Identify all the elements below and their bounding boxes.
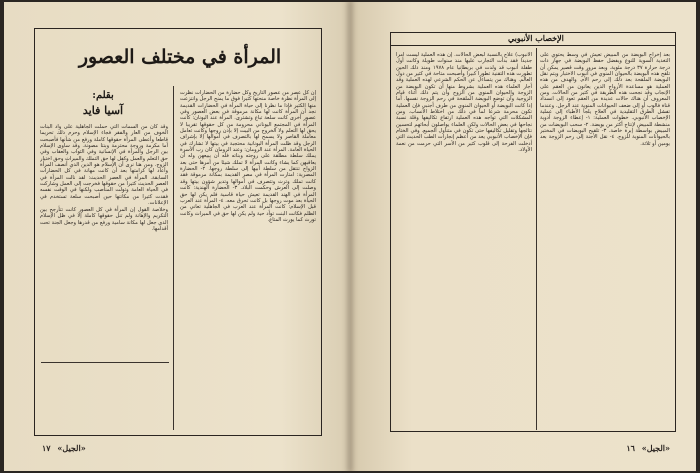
right-page bbox=[350, 2, 696, 471]
left-page bbox=[4, 2, 350, 471]
column-text: الأنبوب) علاج بالنسبة لبعض الحالات. إن هذه العملية ليست أمرا جديدا فقد بدأت التجارب عليها منذ سنوات طويلة وكانت أول طفلة أنبوب قد ولدت في بريطانيا عام ١٩٧٨ ومنذ ذلك الحين تطورت هذه التقنية تطورا كبيرا وأصبحت متاحة في كثير من دول العالم. وهناك من يتساءل عن الحكم الشرعي لهذه العملية وقد أجاز العلماء هذه العملية بشروط منها أن تكون البويضة من الزوجة والحيوان المنوي من الزوج وأن يتم ذلك أثناء قيام الزوجية وأن توضع البويضة الملقحة في رحم الزوجة نفسها. أما إذا كانت البويضة أو الحيوان المنوي من طرف أجنبي فإن العملية تكون محرمة شرعا لما في ذلك من اختلاط الأنساب. ومن المشكلات التي تواجه هذه العملية ارتفاع تكاليفها وقلة نسبة نجاحها في بعض الحالات ولكن العلماء يواصلون أبحاثهم لتحسين نتائجها وتقليل تكاليفها حتى تكون في متناول الجميع. وفي الختام فإن الإخصاب الأنبوبي يعد من أعظم إنجازات الطب الحديث التي أدخلت الفرحة إلى قلوب كثير من الأسر التي حرمت من نعمة الأولاد. bbox=[396, 52, 532, 154]
column-text: إن كل عصر من عصور التاريخ وكل حضارة من الحضارات نظرت إلى المرأة نظرة خاصة منحتها كثيرا فوق ما يمنح الرجل وانتزعت منها الكثير فإذا ما نظرنا إلى حياة المرأة في الحضارات القديمة نجد أن المرأة كانت لها مكانة مرموقة في بعض العصور وفي عصور أخرى كانت سلعة تباع وتشترى. المرأة عند اليونان: كانت المرأة في المجتمع اليوناني محرومة من كل حقوقها تقريبا لا يحق لها التعلم ولا الخروج من البيت إلا بإذن زوجها وكانت تعامل معاملة القاصر ولا يسمح لها بالتصرف في أموالها إلا بإشراف الرجل وقد ظلت المرأة اليونانية محتجبة في بيتها لا تشارك في الحياة العامة. المرأة عند الرومان: وعند الرومان كان رب الأسرة يملك سلطة مطلقة على زوجته وبناته فله أن يبيعهن وله أن يعاقبهن كما يشاء وكانت المرأة لا تملك شيئا من أمرها حتى بعد الزواج تنتقل من سلطة أبيها إلى سلطة زوجها. ٢- الحضارة المصرية: امتازت المرأة في مصر القديمة بمكانة مرموقة فقد كانت تملك وترث وتتصرف في أموالها وتدير شؤون بيتها وقد وصلت إلى العرش وحكمت البلاد. ٣- الحضارة الهندية: كانت المرأة في الهند القديمة تعيش حياة قاسية فلم يكن لها حق الحياة بعد موت زوجها بل كانت تحرق معه. ٤- المرأة عند العرب قبل الإسلام: كانت المرأة عند العرب في الجاهلية تعاني من الظلم فكانت البنت توأد حية ولم يكن لها حق في الميراث وكانت تورث كما يورث المتاع. bbox=[180, 90, 316, 223]
article-column-left bbox=[396, 52, 532, 427]
page-number: ١٦ bbox=[626, 443, 635, 453]
column-divider bbox=[536, 48, 537, 430]
page-footer bbox=[42, 443, 86, 453]
article-column-left bbox=[40, 124, 168, 429]
byline-prefix: بقلم: bbox=[92, 90, 114, 101]
column-divider bbox=[173, 86, 174, 430]
article-title-box bbox=[68, 46, 292, 86]
page-number: ١٧ bbox=[42, 443, 51, 453]
running-header bbox=[390, 32, 676, 46]
column-text: بعد إخراج البويضة من المبيض تعيش في وسط يحتوي على التغذية السوية للنوع ويفضل حفظ البويضة في جهاز ذات درجة حرارة ٣٧ درجة مئوية. وبعد مرور وقت قصير يمكن أن تلقح هذه البويضة بالحيوان المنوي في أنبوب الاختبار ويتم نقل البويضة الملقحة بعد ذلك إلى رحم الأم. والهدف من هذه العملية هو مساعدة الأزواج الذين يعانون من العقم على الإنجاب وقد نجحت هذه الطريقة في كثير من الحالات. ومن المعروف أن هناك حالات عديدة من العقم تعود إلى انسداد قناة فالوب أو إلى ضعف الحيوانات المنوية عند الرجل. وعندما تفشل الطرق التقليدية في العلاج يلجأ الأطباء إلى عملية الإخصاب الأنبوبي. خطوات العملية: ١- إعطاء الزوجة أدوية منشطة للمبيض لإنتاج أكثر من بويضة. ٢- سحب البويضات من المبيض بواسطة إبرة خاصة. ٣- تلقيح البويضات في المختبر بالحيوانات المنوية للزوج. ٤- نقل الأجنة إلى رحم الزوجة بعد يومين أو ثلاثة. bbox=[540, 52, 670, 147]
footer-label: «الجيل» bbox=[641, 443, 670, 453]
column-text-bottom: وخلاصة القول إن المرأة في كل العصور كانت تتأرجح بين التكريم والإهانة ولم تنل حقوقها كاملة إلا في ظل الإسلام الذي جعل لها مكانة سامية ورفع من قدرها وجعل الجنة تحت أقدامها. bbox=[40, 207, 168, 233]
article-column-right bbox=[540, 52, 670, 427]
column-text: وقد كان من السمات التي حملت الجاهلية على وأد البنات الخوف من العار والفقر فجاء الإسلام وحرم ذلك تحريما قاطعا وأعطى المرأة حقوقها كاملة ورفع من شأنها فأصبحت أما مكرمة وزوجة محترمة وبنتا مصونة. وقد ساوى الإسلام بين الرجل والمرأة في الإنسانية وفي الثواب والعقاب وفي حق التعلم والعمل وكفل لها حق التملك والميراث وحق اختيار الزوج. ومن هنا نرى أن الإسلام هو الدين الذي أنصف المرأة وأعاد لها كرامتها بعد أن كانت مهانة في كل الحضارات السابقة. المرأة في العصر الحديث: لقد نالت المرأة في العصر الحديث كثيرا من حقوقها فخرجت إلى العمل وشاركت في الحياة العامة وتولت المناصب ولكنها في الوقت نفسه فقدت كثيرا من مكانتها حين أصبحت سلعة تستخدم في الإعلانات. bbox=[40, 124, 168, 207]
article-column-right bbox=[180, 90, 316, 429]
magazine-spread bbox=[4, 2, 696, 471]
footer-label: «الجيل» bbox=[57, 443, 86, 453]
byline bbox=[44, 90, 162, 117]
page-footer bbox=[626, 443, 670, 453]
running-header-title: الإخصاب الأنبوبي bbox=[508, 33, 564, 43]
article-title: المرأة في مختلف العصور bbox=[78, 46, 282, 68]
author-name: آسيا فايد bbox=[82, 104, 124, 117]
